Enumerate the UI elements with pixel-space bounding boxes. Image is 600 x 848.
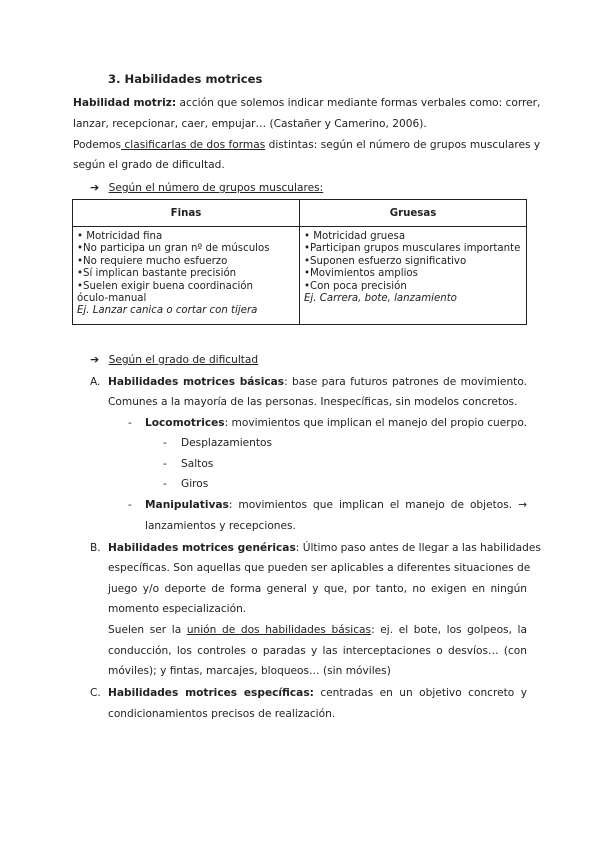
manipulativas-line-1 — [145, 499, 527, 511]
classify-post: distintas: según el número de grupos musculares y — [265, 139, 541, 151]
item-b-line-7: móviles); y fintas, marcajes, bloqueos… (sin móviles) — [108, 665, 391, 677]
classify-pre: Podemos — [73, 139, 122, 151]
list-item: • Motricidad gruesa — [304, 231, 406, 242]
list-item: •No participa un gran nº de músculos — [77, 243, 270, 255]
bullet-muscle-groups-label: Según el número de grupos musculares: — [108, 182, 324, 194]
sub-dash: - — [163, 478, 167, 490]
bullet-difficulty-label: Según el grado de dificultad — [108, 354, 259, 366]
list-item: Saltos — [181, 458, 214, 470]
item-b-underlined: unión de dos habilidades básicas — [186, 624, 372, 636]
list-item: •Suelen exigir buena coordinación — [77, 280, 253, 292]
classify-line-2: según el grado de dificultad. — [73, 159, 225, 171]
arrow-right-icon: ➔ — [90, 181, 100, 194]
bullet-muscle-groups — [90, 181, 323, 194]
bullet-difficulty — [90, 353, 258, 366]
cell-finas — [73, 227, 300, 325]
item-b-line-5-pre: Suelen ser la — [108, 624, 187, 636]
classify-line-1 — [73, 139, 541, 151]
arrow-right-icon: ➔ — [90, 353, 100, 366]
item-b-line-2: específicas. Son aquellas que pueden ser aplicables a diferentes situaciones de — [108, 562, 531, 574]
item-b-line-3: juego y/o deporte de forma general y que, por tanto, no exigen en ningún — [108, 583, 527, 595]
locomotrices-term: Locomotrices — [145, 417, 225, 429]
table-header-row — [73, 200, 527, 227]
item-b-line-5-post: : ej. el bote, los golpeos, la — [371, 624, 527, 636]
manipulativas-term: Manipulativas — [145, 499, 229, 511]
list-item: •Participan grupos musculares importante — [304, 243, 521, 255]
manipulativas-text: : movimientos que implican el manejo de objetos. → — [228, 499, 527, 511]
header-gruesas: Gruesas — [300, 200, 527, 227]
sub-dash: - — [163, 458, 167, 470]
definition-line-1 — [73, 97, 541, 109]
item-b-line-5 — [108, 624, 527, 636]
item-a-line-2: Comunes a la mayoría de las personas. Inespecíficas, sin modelos concretos. — [108, 396, 518, 408]
item-c-text: centradas en un objetivo concreto y — [313, 687, 527, 699]
list-item: Giros — [181, 478, 209, 490]
item-b-marker: B. — [90, 542, 101, 554]
item-b-text: : Último paso antes de llegar a las habilidades — [295, 542, 541, 554]
list-item: • Motricidad fina — [77, 231, 163, 242]
list-item: Desplazamientos — [181, 437, 273, 449]
list-item: •Con poca precisión — [304, 280, 407, 292]
gruesas-example: Ej. Carrera, bote, lanzamiento — [304, 293, 457, 305]
list-item: óculo-manual — [77, 293, 147, 305]
list-item: •Sí implican bastante precisión — [77, 268, 237, 280]
table-row — [73, 227, 527, 325]
item-c-term: Habilidades motrices específicas: — [108, 687, 314, 699]
header-finas: Finas — [73, 200, 300, 227]
locomotrices-dash: - — [128, 417, 132, 429]
item-c-marker: C. — [90, 687, 101, 699]
definition-line-2: lanzar, recepcionar, caer, empujar… (Castañer y Camerino, 2006). — [73, 118, 427, 130]
item-b-term: Habilidades motrices genéricas — [108, 542, 296, 554]
item-a-term: Habilidades motrices básicas — [108, 376, 285, 388]
item-a-text: : base para futuros patrones de movimiento. — [284, 376, 527, 388]
definition-text: acción que solemos indicar mediante formas verbales como: correr, — [176, 97, 541, 109]
finas-example: Ej. Lanzar canica o cortar con tijera — [77, 305, 258, 317]
sub-dash: - — [163, 437, 167, 449]
classify-link: clasificarlas de dos formas — [121, 139, 266, 151]
comparison-table — [72, 199, 527, 325]
item-b-line-6: conducción, los controles o paradas y las interceptaciones o desvíos… (con — [108, 645, 527, 657]
list-item: •Movimientos amplios — [304, 268, 418, 280]
item-b-line-4: momento especialización. — [108, 603, 247, 615]
item-c-line-1 — [108, 687, 527, 699]
list-item: •Suponen esfuerzo significativo — [304, 255, 467, 267]
locomotrices-text: : movimientos que implican el manejo del propio cuerpo. — [224, 417, 528, 429]
item-a-line-1 — [108, 376, 527, 388]
item-a-marker: A. — [90, 376, 101, 388]
cell-gruesas — [300, 227, 527, 325]
manipulativas-dash: - — [128, 499, 132, 511]
locomotrices-line — [145, 417, 527, 429]
item-b-line-1 — [108, 542, 541, 554]
item-c-line-2: condicionamientos precisos de realización. — [108, 708, 336, 720]
definition-term: Habilidad motriz: — [73, 97, 177, 109]
list-item: •No requiere mucho esfuerzo — [77, 255, 228, 267]
section-title: 3. Habilidades motrices — [108, 72, 263, 86]
manipulativas-line-2: lanzamientos y recepciones. — [145, 520, 296, 532]
